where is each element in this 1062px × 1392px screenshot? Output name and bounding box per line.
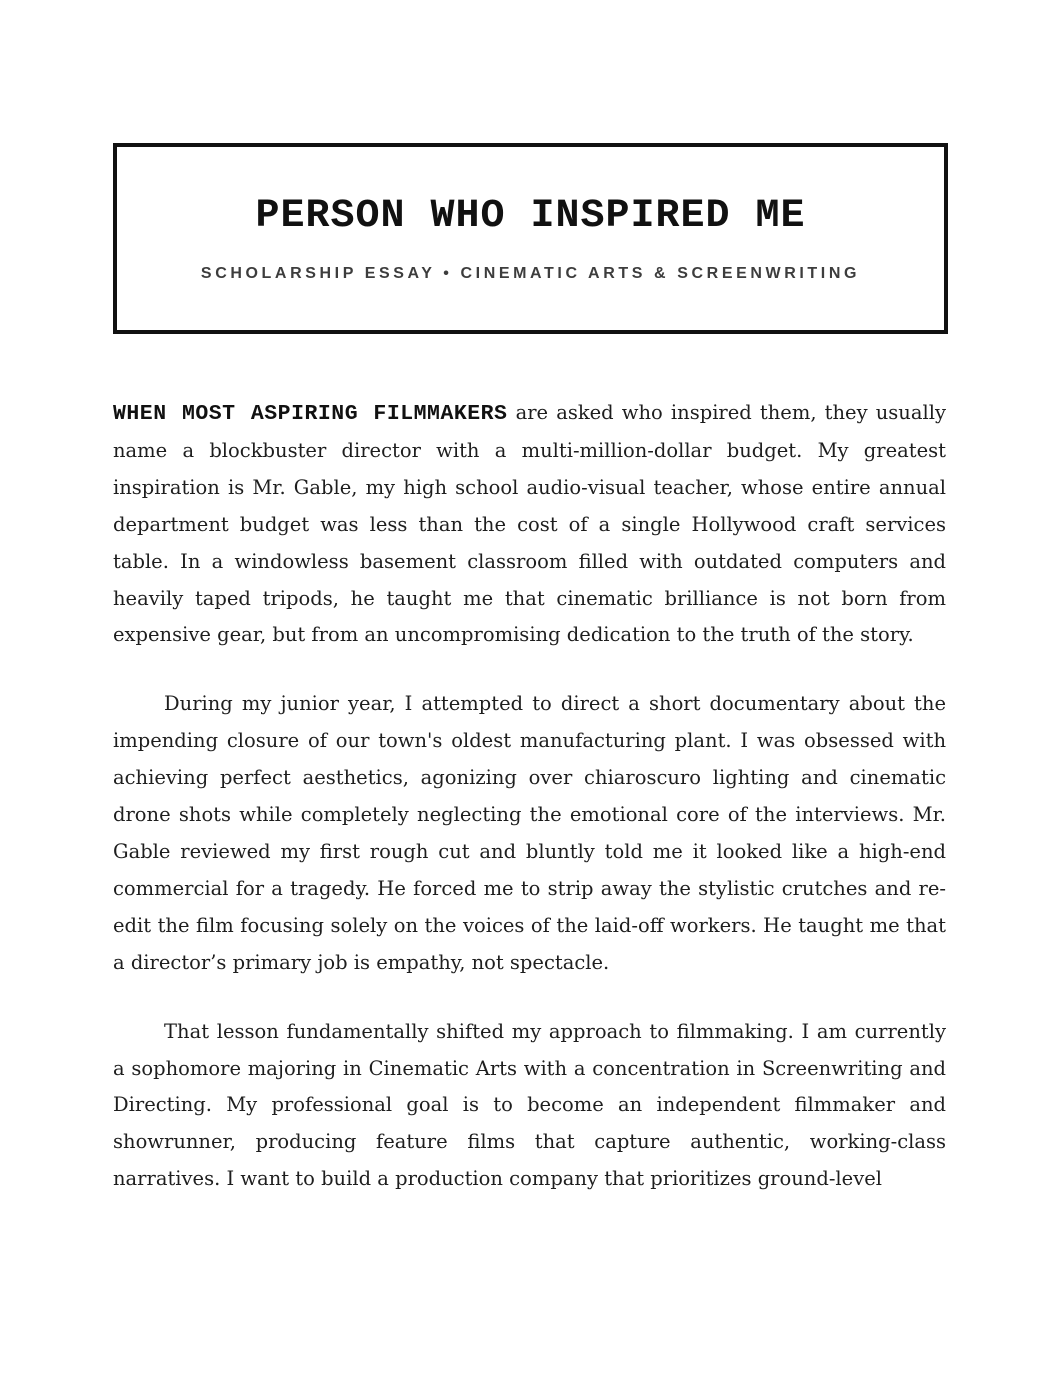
essay-paragraph-1: [113, 395, 946, 654]
page-subtitle: SCHOLARSHIP ESSAY • CINEMATIC ARTS & SCREENWRITING: [200, 265, 861, 282]
paragraph-1-text: are asked who inspired them, they usually name a blockbuster director with a multi-million-dollar budget. My greatest inspiration is Mr. Gable, my high school audio-visual teacher, whose entire annual department budget was less than the cost of a single Hollywood craft services table. In a windowless basement classroom filled with outdated computers and heavily taped tripods, he taught me that cinematic brilliance is not born from expensive gear, but from an uncompromising dedication to the truth of the story.: [113, 401, 946, 647]
essay-paragraph-3: That lesson fundamentally shifted my approach to filmmaking. I am currently a sophomore majoring in Cinematic Arts with a concentration in Screenwriting and Directing. My professional goal is to become an independent filmmaker and showrunner, producing feature films that capture authentic, working-class narratives. I want to build a production company that prioritizes ground-level: [113, 1019, 946, 1191]
essay-paragraph-2: During my junior year, I attempted to direct a short documentary about the impending closure of our town's oldest manufacturing plant. I was obsessed with achieving perfect aesthetics, agonizing over chiaroscuro lighting and cinematic drone shots while completely neglecting the emotional core of the interviews. Mr. Gable reviewed my first rough cut and bluntly told me it looked like a high-end commercial for a tragedy. He forced me to strip away the stylistic crutches and re-edit the film focusing solely on the voices of the laid-off workers. He taught me that a director’s primary job is empathy, not spectacle.: [113, 692, 946, 974]
essay-body: [113, 395, 946, 1198]
page-title: PERSON WHO INSPIRED ME: [255, 194, 806, 239]
title-box: [113, 143, 948, 334]
lead-in-text: WHEN MOST ASPIRING FILMMAKERS: [113, 402, 508, 426]
